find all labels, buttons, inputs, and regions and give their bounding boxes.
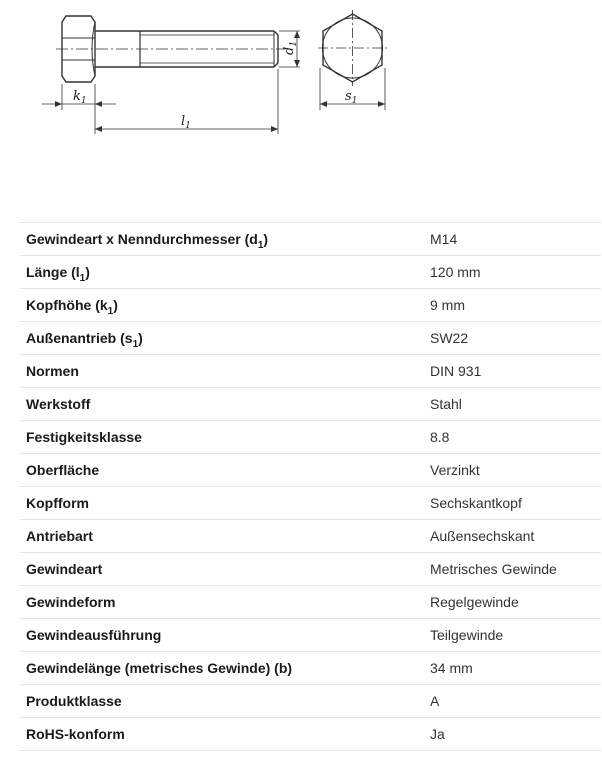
spec-label-text: Normen xyxy=(26,363,79,379)
spec-value: 9 mm xyxy=(424,289,601,322)
spec-label-subscript: 1 xyxy=(257,239,264,251)
spec-label-text: Antriebart xyxy=(26,528,93,544)
spec-value: M14 xyxy=(424,223,601,256)
spec-label xyxy=(20,322,424,355)
l1-label: $l_1$ xyxy=(181,114,191,131)
bolt-top-view xyxy=(318,10,388,110)
specs-table xyxy=(20,222,601,751)
spec-row xyxy=(20,421,601,454)
spec-value: Metrisches Gewinde xyxy=(424,553,601,586)
spec-row xyxy=(20,553,601,586)
spec-label xyxy=(20,454,424,487)
spec-label xyxy=(20,487,424,520)
dimension-arrowheads xyxy=(55,31,385,132)
spec-value: 34 mm xyxy=(424,652,601,685)
spec-label-text: Kopfhöhe (k xyxy=(26,297,108,313)
spec-label-text: Länge (l xyxy=(26,264,80,280)
spec-label-text: Oberfläche xyxy=(26,462,100,478)
spec-label-text: Gewindeart xyxy=(26,561,103,577)
spec-label-subscript: 1 xyxy=(132,338,139,350)
spec-label-text: Produktklasse xyxy=(26,693,122,709)
spec-value: Teilgewinde xyxy=(424,619,601,652)
spec-label-suffix: ) xyxy=(138,330,143,346)
k1-label: $k_1$ xyxy=(73,89,87,106)
spec-label-suffix: ) xyxy=(113,297,118,313)
spec-value: Regelgewinde xyxy=(424,586,601,619)
spec-row xyxy=(20,322,601,355)
s1-label: $s_1$ xyxy=(345,89,358,106)
spec-label xyxy=(20,586,424,619)
spec-value: Stahl xyxy=(424,388,601,421)
spec-label xyxy=(20,652,424,685)
spec-label xyxy=(20,520,424,553)
spec-row xyxy=(20,454,601,487)
spec-label xyxy=(20,223,424,256)
spec-row xyxy=(20,487,601,520)
spec-row xyxy=(20,586,601,619)
spec-label-suffix: ) xyxy=(85,264,90,280)
spec-label xyxy=(20,355,424,388)
spec-row xyxy=(20,223,601,256)
spec-label-text: Gewindelänge (metrisches Gewinde) (b) xyxy=(26,660,293,676)
spec-label-text: Gewindeart x Nenndurchmesser (d xyxy=(26,231,258,247)
spec-row xyxy=(20,355,601,388)
spec-label-subscript: 1 xyxy=(107,305,114,317)
spec-value: Verzinkt xyxy=(424,454,601,487)
spec-label-text: Werkstoff xyxy=(26,396,91,412)
d1-label: $d_1$ xyxy=(282,40,299,55)
spec-label-suffix: ) xyxy=(263,231,269,247)
spec-value: 120 mm xyxy=(424,256,601,289)
spec-label-text: Gewindeform xyxy=(26,594,116,610)
spec-label xyxy=(20,553,424,586)
spec-label xyxy=(20,289,424,322)
spec-label xyxy=(20,421,424,454)
spec-value: Sechskantkopf xyxy=(424,487,601,520)
spec-label-text: Festigkeitsklasse xyxy=(26,429,142,445)
spec-row xyxy=(20,685,601,718)
spec-row xyxy=(20,652,601,685)
bolt-technical-drawing xyxy=(0,0,602,150)
spec-value: DIN 931 xyxy=(424,355,601,388)
spec-value: Ja xyxy=(424,718,601,751)
spec-label-text: RoHS-konform xyxy=(26,726,125,742)
spec-label xyxy=(20,619,424,652)
spec-label xyxy=(20,718,424,751)
spec-row xyxy=(20,388,601,421)
spec-label xyxy=(20,388,424,421)
specs-table-body xyxy=(20,223,601,751)
spec-label-text: Kopfform xyxy=(26,495,89,511)
bolt-drawing-svg xyxy=(0,0,602,150)
spec-label-subscript: 1 xyxy=(79,272,86,284)
spec-row xyxy=(20,619,601,652)
spec-row xyxy=(20,718,601,751)
bolt-side-view xyxy=(42,16,300,134)
spec-label xyxy=(20,685,424,718)
spec-row xyxy=(20,256,601,289)
spec-value: SW22 xyxy=(424,322,601,355)
spec-row xyxy=(20,289,601,322)
spec-label-text: Gewindeausführung xyxy=(26,627,162,643)
spec-label xyxy=(20,256,424,289)
spec-label-text: Außenantrieb (s xyxy=(26,330,133,346)
spec-value: Außensechskant xyxy=(424,520,601,553)
spec-value: 8.8 xyxy=(424,421,601,454)
spec-value: A xyxy=(424,685,601,718)
spec-row xyxy=(20,520,601,553)
